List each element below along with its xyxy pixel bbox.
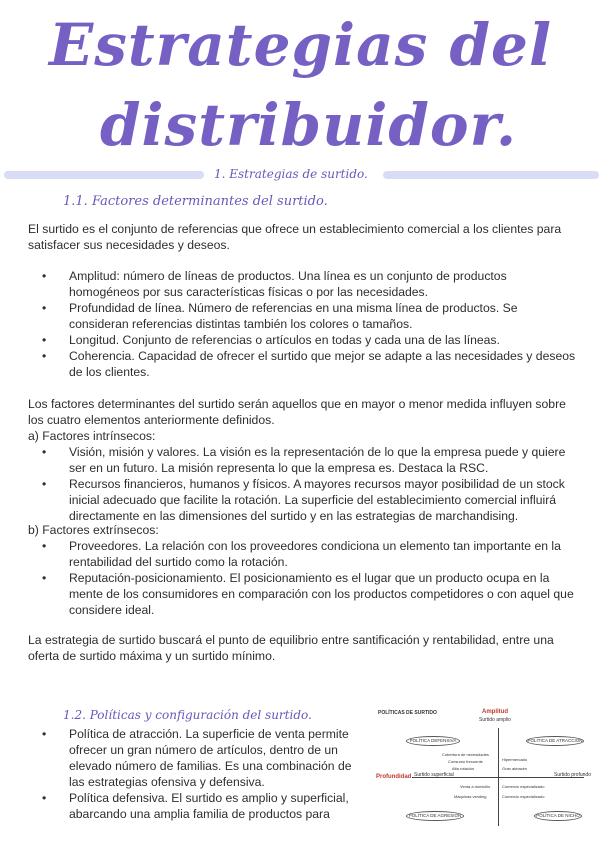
diagram-surtido-superficial: Surtido superficial: [414, 772, 454, 778]
title-line-2: distribuidor.: [99, 91, 518, 159]
factors-b-paragraph: [28, 522, 576, 538]
diagram-q2-b: Gran almacén: [502, 766, 528, 771]
diagram-q1-a: Cobertura de necesidades: [442, 752, 489, 757]
diagram-q4-b: Comercio especializado: [502, 794, 545, 799]
list-item: • Profundidad de línea. Número de referencias en una misma línea de productos. Se consideran referencias distintas también los colores o tamaños.: [28, 300, 576, 332]
diagram-q4-a: Comercio especializado: [502, 784, 545, 789]
diagram-oval-atraccion: POLÍTICA DE ATRACCIÓN: [526, 736, 584, 746]
list-item: • Coherencia. Capacidad de ofrecer el surtido que mejor se adapte a las necesidades y deseos de los clientes.: [28, 348, 576, 380]
diagram-q3-a: Venta a domicilio: [460, 784, 491, 789]
list-item: • Política de atracción. La superficie de venta permite ofrecer un gran número de artículos, dentro de un elevado número de familias. Es una combinación de las estrategias ofensiva y defensiva.: [28, 726, 363, 790]
divider-left: [4, 171, 204, 179]
factors-intro: Los factores determinantes del surtido serán aquellos que en mayor o menor medida influyen sobre los cuatro elementos anteriormente definidos.: [28, 397, 566, 427]
factors-a-label: a) Factores intrínsecos:: [28, 429, 156, 443]
list-item: • Reputación-posicionamiento. El posicionamiento es el lugar que un producto ocupa en la mente de los consumidores en comparación con los productos competidores o con aquel que considere ideal.: [28, 570, 576, 618]
policies-diagram: [376, 708, 591, 826]
list-item: • Proveedores. La relación con los proveedores condiciona un elemento tan importante en la rentabilidad del surtido como la rotación.: [28, 538, 576, 570]
diagram-amplitud: Amplitud: [482, 709, 508, 715]
intrinsic-factors-list: [28, 444, 576, 524]
list-item: • Longitud. Conjunto de referencias o artículos en todas y cada una de las líneas.: [28, 332, 576, 348]
diagram-q1-c: Alta rotación: [452, 766, 475, 771]
section-heading-1: 1. Estrategias de surtido.: [214, 167, 368, 181]
list-item: • Recursos financieros, humanos y físicos. A mayores recursos mayor posibilidad de un stock inicial adecuado que facilite la rotación. La superficie del establecimiento comercial influirá directamente en las dimensiones del surtido y en las estrategias de marchandising.: [28, 476, 576, 524]
strategy-text: La estrategia de surtido buscará el punto de equilibrio entre santificación y rentabilidad, entre una oferta de surtido máxima y un surtido mínimo.: [28, 633, 554, 663]
divider-right: [383, 171, 599, 179]
title-line-1: Estrategias del: [49, 11, 552, 79]
diagram-q2-a: Hipermercado: [502, 757, 528, 762]
diagram-axis-vertical: [498, 728, 499, 826]
factors-b-label: b) Factores extrínsecos:: [28, 523, 159, 537]
section-heading-1-2: 1.2. Políticas y configuración del surtido.: [63, 708, 312, 722]
diagram-profundidad: Profundidad: [376, 774, 412, 780]
diagram-surtido-profundo: Surtido profundo: [554, 772, 591, 778]
diagram-header: POLÍTICAS DE SURTIDO: [378, 710, 437, 716]
diagram-surtido-amplio: Surtido amplio: [479, 717, 511, 723]
diagram-oval-nicho: POLÍTICA DE NICHO: [534, 811, 582, 821]
intro-text: El surtido es el conjunto de referencias que ofrece un establecimiento comercial a los clientes para satisfacer sus necesidades y deseos.: [28, 222, 562, 252]
diagram-oval-agresion: POLÍTICA DE AGRESIÓN: [406, 811, 464, 821]
factors-paragraph: [28, 396, 576, 444]
list-item: • Visión, misión y valores. La visión es la representación de lo que la empresa puede y quiere ser en un futuro. La misión representa lo que la empresa es. Destaca la RSC.: [28, 444, 576, 476]
surtido-elements-list: [28, 268, 576, 380]
section-heading-1-1: 1.1. Factores determinantes del surtido.: [63, 194, 328, 209]
policies-list: [28, 726, 363, 822]
diagram-q3-b: Máquinas vending: [454, 794, 487, 799]
diagram-q1-b: Consumo frecuente: [448, 759, 483, 764]
list-item: • Política defensiva. El surtido es amplio y superficial, abarcando una amplia familia de productos para: [28, 790, 363, 822]
diagram-oval-defensiva: POLÍTICA DEFENSIVA: [406, 736, 460, 746]
intro-paragraph: [28, 221, 576, 253]
extrinsic-factors-list: [28, 538, 576, 618]
list-item: • Amplitud: número de líneas de productos. Una línea es un conjunto de productos homogéneos por sus características físicas o por las necesidades.: [28, 268, 576, 300]
strategy-paragraph: [28, 632, 576, 664]
